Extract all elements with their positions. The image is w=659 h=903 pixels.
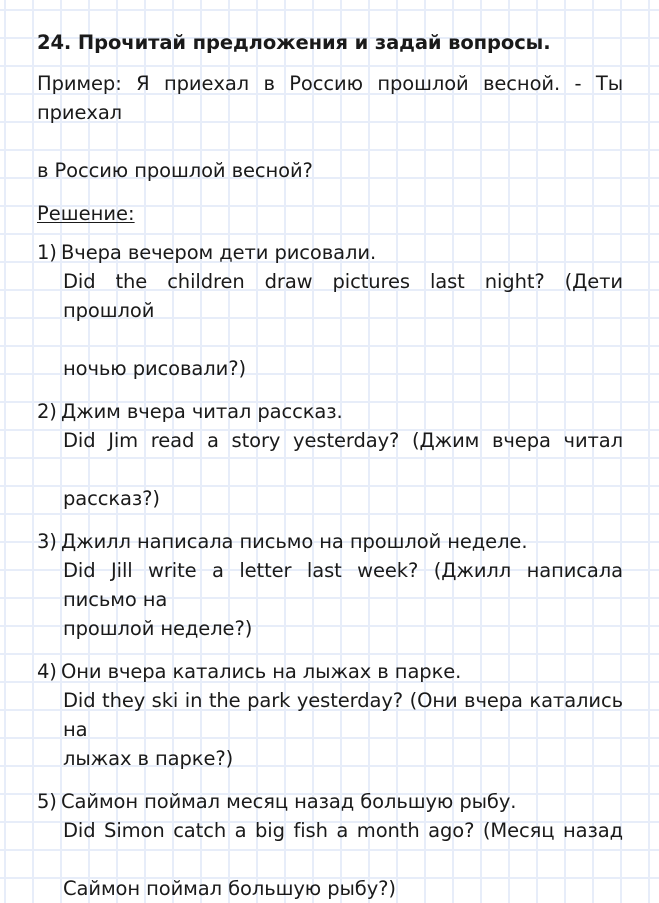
list-item-marker: 5) <box>37 790 57 813</box>
content-column <box>37 0 623 903</box>
page-title: 24. Прочитай предложения и задай вопросы. <box>37 31 551 54</box>
list-item-answer <box>61 686 623 773</box>
example-paragraph <box>37 69 623 185</box>
list-item-answer-line-2: рассказ?) <box>63 487 160 510</box>
list-item-marker: 2) <box>37 400 57 423</box>
list-item-russian-sentence: Джилл написала письмо на прошлой неделе. <box>61 530 528 553</box>
list-item-answer-line-1: Did Simon catch a big fish a month ago? (Месяц назад <box>63 819 623 842</box>
list-item-answer <box>61 426 623 513</box>
list-item <box>37 527 623 643</box>
list-item-answer-line-1: Did Jill write a letter last week? (Джилл написала письмо на <box>63 559 623 611</box>
solution-heading-text: Решение: <box>37 202 135 225</box>
list-item-marker: 1) <box>37 241 57 264</box>
answer-list <box>37 238 623 903</box>
list-item-answer-line-1: Did they ski in the park yesterday? (Они вчера катались на <box>63 689 623 741</box>
list-item <box>37 238 623 383</box>
list-item-answer <box>61 267 623 383</box>
list-item-answer-line-2: лыжах в парке?) <box>63 747 234 770</box>
list-item-answer-line-2: Саймон поймал большую рыбу?) <box>63 877 396 900</box>
list-item <box>37 657 623 773</box>
list-item-answer <box>61 816 623 903</box>
example-line-2: в Россию прошлой весной? <box>37 159 313 182</box>
list-item-marker: 3) <box>37 530 57 553</box>
list-item-russian-sentence: Саймон поймал месяц назад большую рыбу. <box>61 790 517 813</box>
solution-heading <box>37 199 623 228</box>
list-item-russian-sentence: Вчера вечером дети рисовали. <box>61 241 377 264</box>
example-line-1: Пример: Я приехал в Россию прошлой весной. - Ты приехал <box>37 72 623 124</box>
list-item-russian-sentence: Джим вчера читал рассказ. <box>61 400 343 423</box>
list-item-answer-line-2: прошлой неделе?) <box>63 617 253 640</box>
list-item-marker: 4) <box>37 660 57 683</box>
list-item-answer-line-2: ночью рисовали?) <box>63 357 246 380</box>
list-item-answer-line-1: Did Jim read a story yesterday? (Джим вчера читал <box>63 429 623 452</box>
list-item <box>37 787 623 903</box>
list-item-russian-sentence: Они вчера катались на лыжах в парке. <box>61 660 462 683</box>
list-item-answer-line-1: Did the children draw pictures last night? (Дети прошлой <box>63 270 623 322</box>
list-item <box>37 397 623 513</box>
